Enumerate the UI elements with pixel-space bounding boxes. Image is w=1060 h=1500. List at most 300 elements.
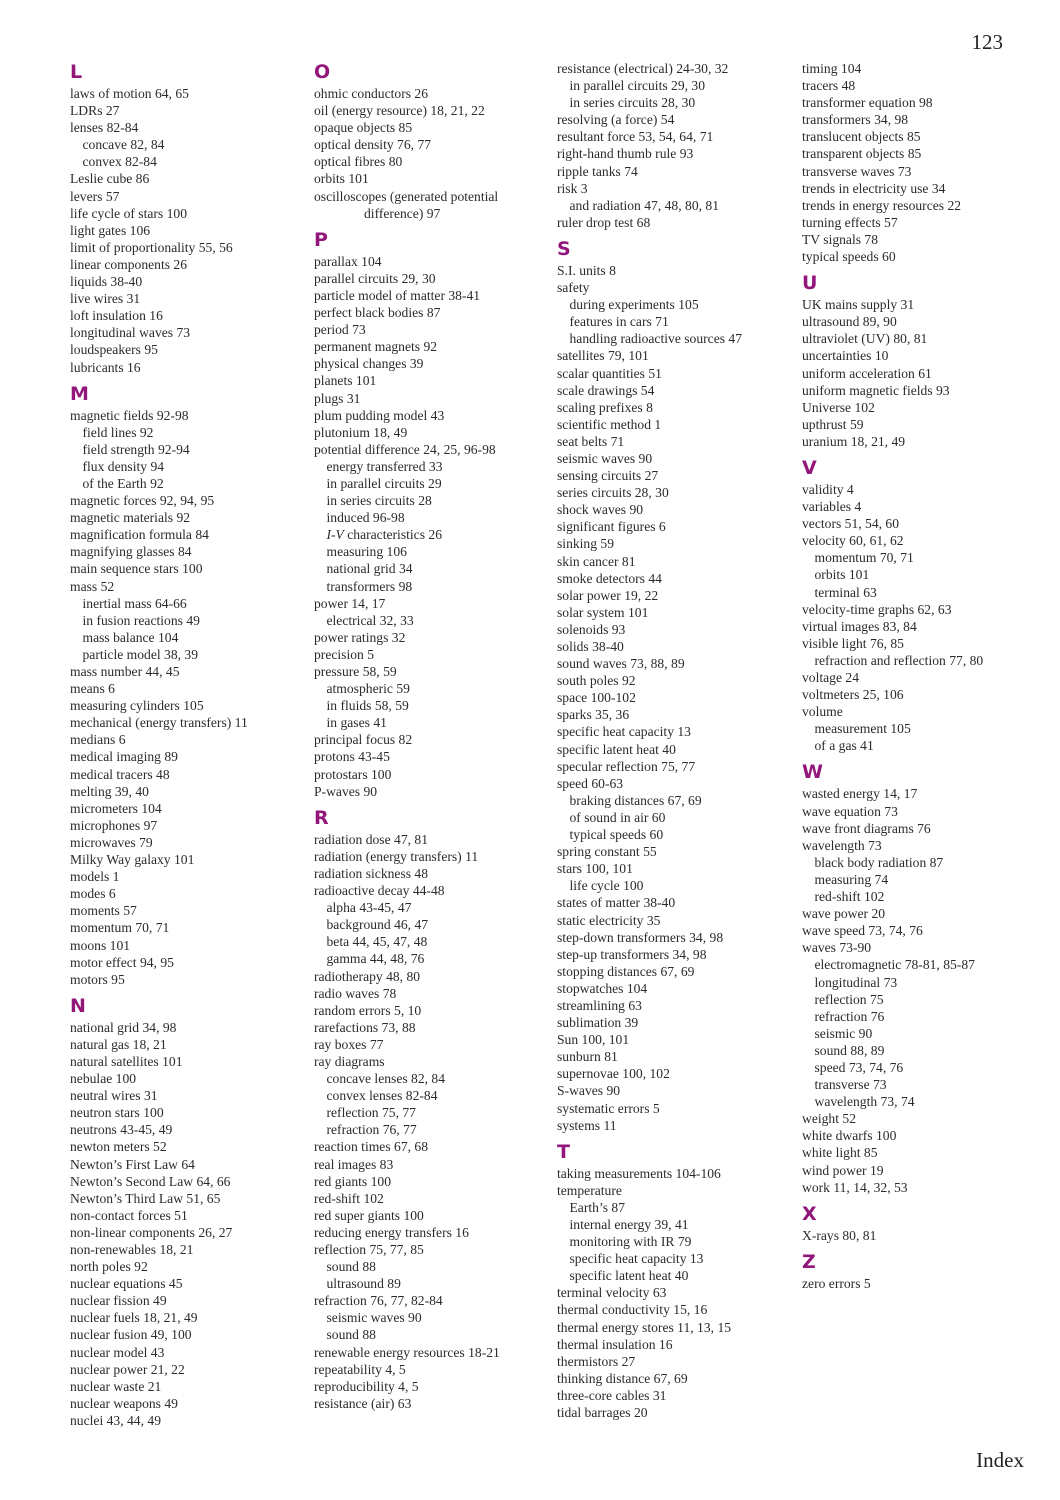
index-section bbox=[802, 1202, 1034, 1244]
index-entry: sound waves 73, 88, 89 bbox=[557, 656, 685, 672]
index-subentry: handling radioactive sources 47 bbox=[569, 331, 743, 347]
index-section bbox=[557, 1140, 789, 1421]
index-entry: motor effect 94, 95 bbox=[70, 954, 174, 970]
index-entry: nuclear equations 45 bbox=[70, 1276, 183, 1292]
index-entry: red-shift 102 bbox=[314, 1190, 384, 1206]
index-entry: optical density 76, 77 bbox=[314, 137, 432, 153]
index-entry: translucent objects 85 bbox=[802, 129, 921, 145]
section-footer-label: Index bbox=[976, 1448, 1024, 1472]
index-subentry: refraction 76 bbox=[814, 1008, 885, 1024]
index-entry: perfect black bodies 87 bbox=[314, 305, 441, 321]
index-entry: oscilloscopes (generated potential bbox=[314, 188, 499, 204]
index-entry: Leslie cube 86 bbox=[70, 171, 150, 187]
index-entry: voltmeters 25, 106 bbox=[802, 687, 904, 703]
index-subentry: seismic waves 90 bbox=[326, 1310, 422, 1326]
index-entry: transverse waves 73 bbox=[802, 163, 912, 179]
index-entry: non-renewables 18, 21 bbox=[70, 1242, 194, 1257]
index-entry: visible light 76, 85 bbox=[802, 635, 904, 651]
index-entry: thermistors 27 bbox=[557, 1353, 636, 1369]
section-letter-heading: V bbox=[802, 456, 817, 479]
index-entry: states of matter 38-40 bbox=[557, 895, 676, 911]
index-entry: protostars 100 bbox=[314, 766, 392, 782]
index-entry: precision 5 bbox=[314, 646, 375, 662]
index-entry: scale drawings 54 bbox=[557, 382, 655, 398]
index-entry: speed 60-63 bbox=[557, 775, 624, 791]
index-entry: S-waves 90 bbox=[557, 1083, 621, 1099]
index-entry: radiation sickness 48 bbox=[314, 865, 429, 881]
index-entry: resistance (air) 63 bbox=[314, 1395, 412, 1411]
index-section bbox=[802, 456, 1034, 755]
index-entry: X-rays 80, 81 bbox=[802, 1227, 877, 1243]
index-subentry: gamma 44, 48, 76 bbox=[326, 951, 425, 967]
index-subentry: during experiments 105 bbox=[569, 297, 699, 313]
index-entry: medical tracers 48 bbox=[70, 766, 170, 782]
section-letter-heading: X bbox=[802, 1202, 817, 1225]
index-subentry: braking distances 67, 69 bbox=[569, 792, 702, 808]
index-entry: P-waves 90 bbox=[314, 783, 378, 799]
index-entry: nebulae 100 bbox=[70, 1071, 137, 1087]
index-subentry: atmospheric 59 bbox=[326, 681, 410, 697]
index-entry: upthrust 59 bbox=[802, 416, 864, 432]
index-entry: magnifying glasses 84 bbox=[70, 544, 192, 560]
index-entry: tidal barrages 20 bbox=[557, 1405, 648, 1421]
index-entry: solids 38-40 bbox=[557, 639, 624, 654]
index-entry: moons 101 bbox=[70, 937, 131, 953]
index-entry: particle model of matter 38-41 bbox=[314, 287, 481, 303]
index-subentry: convex 82-84 bbox=[82, 154, 157, 170]
index-entry: means 6 bbox=[70, 681, 115, 697]
index-subentry: in gases 41 bbox=[326, 715, 387, 731]
index-entry: virtual images 83, 84 bbox=[802, 618, 917, 634]
index-entry: zero errors 5 bbox=[802, 1275, 871, 1291]
index-subentry: national grid 34 bbox=[326, 561, 413, 577]
index-section bbox=[802, 271, 1034, 450]
index-entry: ultraviolet (UV) 80, 81 bbox=[802, 331, 928, 347]
index-entry: systems 11 bbox=[557, 1117, 617, 1133]
index-entry: loudspeakers 95 bbox=[70, 342, 158, 358]
index-entry: trends in electricity use 34 bbox=[802, 180, 946, 196]
index-entry: spring constant 55 bbox=[557, 844, 657, 860]
index-entry: north poles 92 bbox=[70, 1259, 148, 1275]
index-subentry: alpha 43-45, 47 bbox=[326, 900, 412, 916]
index-entry: refraction 76, 77, 82-84 bbox=[314, 1293, 443, 1309]
index-entry: thermal energy stores 11, 13, 15 bbox=[557, 1319, 732, 1335]
index-entry: micrometers 104 bbox=[70, 800, 162, 816]
index-entry: taking measurements 104-106 bbox=[557, 1165, 721, 1181]
index-section bbox=[70, 994, 302, 1429]
index-column-3 bbox=[557, 60, 789, 1421]
index-entry: seismic waves 90 bbox=[557, 450, 653, 466]
section-letter-heading: R bbox=[314, 806, 329, 829]
index-section bbox=[802, 760, 1034, 1195]
index-entry: ruler drop test 68 bbox=[557, 214, 651, 230]
index-subentry: of the Earth 92 bbox=[82, 475, 164, 491]
index-subentry: of sound in air 60 bbox=[569, 809, 666, 825]
index-entry: permanent magnets 92 bbox=[314, 339, 438, 355]
index-subentry: red-shift 102 bbox=[814, 889, 885, 905]
index-entry: turning effects 57 bbox=[802, 214, 898, 230]
index-entry: sensing circuits 27 bbox=[557, 468, 659, 484]
index-entry: uncertainties 10 bbox=[802, 348, 889, 364]
index-subentry: particle model 38, 39 bbox=[82, 646, 199, 662]
index-entry: red super giants 100 bbox=[314, 1207, 424, 1223]
index-entry: magnification formula 84 bbox=[70, 527, 209, 543]
index-entry: nuclear weapons 49 bbox=[70, 1395, 178, 1411]
index-entry: sublimation 39 bbox=[557, 1015, 639, 1031]
index-subentry: energy transferred 33 bbox=[326, 458, 443, 474]
section-letter-heading: T bbox=[557, 1140, 570, 1163]
index-entry: uranium 18, 21, 49 bbox=[802, 433, 906, 449]
index-entry: Sun 100, 101 bbox=[557, 1032, 630, 1048]
index-entry: reflection 75, 77, 85 bbox=[314, 1242, 424, 1257]
index-entry: scaling prefixes 8 bbox=[557, 399, 653, 415]
index-entry: models 1 bbox=[70, 869, 120, 885]
index-entry: space 100-102 bbox=[557, 690, 636, 706]
index-entry: significant figures 6 bbox=[557, 519, 666, 535]
index-subentry: Earth’s 87 bbox=[569, 1199, 625, 1215]
index-subentry: in parallel circuits 29 bbox=[326, 475, 442, 491]
index-entry: TV signals 78 bbox=[802, 231, 879, 247]
index-entry: step-down transformers 34, 98 bbox=[557, 929, 724, 945]
index-entry: supernovae 100, 102 bbox=[557, 1066, 670, 1082]
section-letter-heading: M bbox=[70, 382, 89, 405]
index-entry: neutral wires 31 bbox=[70, 1088, 158, 1104]
index-section bbox=[314, 228, 546, 800]
index-entry: main sequence stars 100 bbox=[70, 561, 203, 577]
index-section bbox=[557, 60, 789, 231]
index-subentry: momentum 70, 71 bbox=[814, 550, 914, 566]
index-entry: sunburn 81 bbox=[557, 1049, 618, 1065]
index-entry: Newton’s First Law 64 bbox=[70, 1156, 195, 1172]
page-number: 123 bbox=[971, 30, 1003, 54]
index-entry: red giants 100 bbox=[314, 1173, 392, 1189]
index-entry: reproducibility 4, 5 bbox=[314, 1378, 419, 1394]
index-entry: live wires 31 bbox=[70, 291, 141, 307]
index-entry: satellites 79, 101 bbox=[557, 348, 649, 364]
index-subentry: of a gas 41 bbox=[814, 738, 874, 754]
index-entry: thermal insulation 16 bbox=[557, 1336, 673, 1352]
index-subentry: concave lenses 82, 84 bbox=[326, 1071, 446, 1087]
index-subentry: life cycle 100 bbox=[569, 878, 644, 894]
index-entry: radioactive decay 44-48 bbox=[314, 883, 445, 899]
index-entry: neutrons 43-45, 49 bbox=[70, 1122, 173, 1138]
index-entry: mass 52 bbox=[70, 578, 115, 594]
index-subentry: measuring 106 bbox=[326, 544, 407, 560]
index-entry: parallax 104 bbox=[314, 253, 382, 269]
index-entry: LDRs 27 bbox=[70, 103, 120, 119]
index-entry: pressure 58, 59 bbox=[314, 664, 397, 679]
index-entry: protons 43-45 bbox=[314, 749, 390, 765]
index-entry: velocity 60, 61, 62 bbox=[802, 533, 904, 549]
index-subentry: specific latent heat 40 bbox=[569, 1268, 689, 1284]
index-subentry: longitudinal 73 bbox=[814, 974, 898, 990]
index-entry: reducing energy transfers 16 bbox=[314, 1224, 469, 1240]
index-entry: levers 57 bbox=[70, 188, 120, 204]
index-subentry: in series circuits 28, 30 bbox=[569, 95, 696, 111]
index-entry: trends in energy resources 22 bbox=[802, 197, 962, 213]
index-entry: period 73 bbox=[314, 322, 366, 338]
index-entry: streamlining 63 bbox=[557, 997, 642, 1013]
index-entry: power ratings 32 bbox=[314, 629, 406, 645]
index-entry: timing 104 bbox=[802, 61, 862, 76]
index-entry: medians 6 bbox=[70, 732, 126, 748]
index-entry: magnetic materials 92 bbox=[70, 510, 191, 526]
index-entry: resultant force 53, 54, 64, 71 bbox=[557, 129, 714, 145]
index-subentry: in series circuits 28 bbox=[326, 493, 432, 509]
index-entry: specific latent heat 40 bbox=[557, 741, 676, 757]
index-subentry: seismic 90 bbox=[814, 1025, 873, 1041]
index-subentry: transverse 73 bbox=[814, 1077, 887, 1093]
index-entry: medical imaging 89 bbox=[70, 749, 178, 765]
index-entry: ultrasound 89, 90 bbox=[802, 314, 897, 330]
index-subentry: electromagnetic 78-81, 85-87 bbox=[814, 957, 975, 973]
index-entry: real images 83 bbox=[314, 1156, 394, 1172]
index-entry: measuring cylinders 105 bbox=[70, 698, 204, 714]
index-subentry: monitoring with IR 79 bbox=[569, 1234, 692, 1250]
index-entry: terminal velocity 63 bbox=[557, 1285, 667, 1301]
index-entry: lubricants 16 bbox=[70, 359, 141, 375]
index-subentry: internal energy 39, 41 bbox=[569, 1217, 689, 1232]
index-entry: validity 4 bbox=[802, 481, 854, 497]
index-entry: wind power 19 bbox=[802, 1162, 884, 1178]
index-subentry: sound 88 bbox=[326, 1259, 376, 1275]
index-subentry: refraction 76, 77 bbox=[326, 1122, 417, 1138]
index-entry: wave front diagrams 76 bbox=[802, 820, 931, 836]
index-subentry: electrical 32, 33 bbox=[326, 612, 414, 628]
index-entry: microwaves 79 bbox=[70, 834, 153, 850]
index-entry: stars 100, 101 bbox=[557, 861, 633, 877]
index-entry: Newton’s Third Law 51, 65 bbox=[70, 1190, 221, 1206]
index-subentry: in fluids 58, 59 bbox=[326, 698, 409, 714]
index-entry: moments 57 bbox=[70, 903, 137, 919]
index-subentry: typical speeds 60 bbox=[569, 827, 664, 843]
index-subentry: measuring 74 bbox=[814, 871, 889, 887]
index-entry: waves 73-90 bbox=[802, 940, 872, 956]
index-entry: risk 3 bbox=[557, 180, 588, 196]
index-entry: seat belts 71 bbox=[557, 433, 625, 449]
index-entry: microphones 97 bbox=[70, 817, 158, 833]
index-entry: radio waves 78 bbox=[314, 985, 397, 1001]
index-entry: systematic errors 5 bbox=[557, 1100, 660, 1116]
index-entry: modes 6 bbox=[70, 886, 116, 902]
index-column-1 bbox=[70, 60, 302, 1429]
index-subentry: inertial mass 64-66 bbox=[82, 595, 187, 611]
index-subentry: terminal 63 bbox=[814, 584, 877, 600]
index-entry: typical speeds 60 bbox=[802, 249, 896, 265]
index-subentry: field lines 92 bbox=[82, 424, 154, 440]
index-entry: linear components 26 bbox=[70, 256, 188, 272]
index-subentry: field strength 92-94 bbox=[82, 441, 190, 457]
index-entry: static electricity 35 bbox=[557, 912, 661, 928]
index-entry: volume bbox=[802, 704, 843, 720]
index-subentry: flux density 94 bbox=[82, 458, 165, 474]
index-entry: nuclear fuels 18, 21, 49 bbox=[70, 1310, 198, 1326]
index-entry: step-up transformers 34, 98 bbox=[557, 946, 707, 962]
index-entry: natural satellites 101 bbox=[70, 1053, 183, 1069]
index-subentry: difference) 97 bbox=[364, 205, 441, 221]
index-entry: wave equation 73 bbox=[802, 803, 898, 819]
index-entry: longitudinal waves 73 bbox=[70, 325, 191, 341]
index-entry: Milky Way galaxy 101 bbox=[70, 852, 195, 868]
index-entry: nuclear waste 21 bbox=[70, 1378, 162, 1394]
index-subentry: I-V characteristics 26 bbox=[326, 527, 442, 543]
index-entry: national grid 34, 98 bbox=[70, 1019, 177, 1035]
index-entry: magnetic forces 92, 94, 95 bbox=[70, 493, 215, 509]
index-entry: mechanical (energy transfers) 11 bbox=[70, 715, 248, 731]
index-entry: temperature bbox=[557, 1182, 622, 1198]
index-subentry: background 46, 47 bbox=[326, 917, 429, 933]
index-entry: newton meters 52 bbox=[70, 1139, 167, 1155]
index-section bbox=[314, 60, 546, 222]
index-entry: UK mains supply 31 bbox=[802, 297, 915, 313]
index-entry: south poles 92 bbox=[557, 673, 636, 689]
index-entry: ripple tanks 74 bbox=[557, 163, 638, 179]
index-subentry: refraction and reflection 77, 80 bbox=[814, 652, 984, 668]
index-entry: transformers 34, 98 bbox=[802, 112, 909, 128]
index-entry: Universe 102 bbox=[802, 399, 875, 415]
index-section bbox=[802, 1250, 1034, 1292]
index-subentry: measurement 105 bbox=[814, 721, 911, 737]
index-entry: right-hand thumb rule 93 bbox=[557, 146, 694, 162]
index-entry: loft insulation 16 bbox=[70, 308, 163, 324]
index-entry: transformer equation 98 bbox=[802, 95, 933, 111]
index-subentry: wavelength 73, 74 bbox=[814, 1094, 915, 1110]
index-subentry: orbits 101 bbox=[814, 567, 870, 583]
index-subentry: in parallel circuits 29, 30 bbox=[569, 78, 706, 94]
index-entry: specular reflection 75, 77 bbox=[557, 758, 696, 774]
index-entry: limit of proportionality 55, 56 bbox=[70, 239, 233, 255]
index-entry: ray diagrams bbox=[314, 1053, 385, 1069]
index-entry: ohmic conductors 26 bbox=[314, 86, 429, 101]
index-entry: uniform acceleration 61 bbox=[802, 365, 932, 381]
index-subentry: reflection 75 bbox=[814, 991, 884, 1007]
index-entry: ray boxes 77 bbox=[314, 1036, 384, 1052]
index-entry: orbits 101 bbox=[314, 171, 369, 187]
index-entry: vectors 51, 54, 60 bbox=[802, 516, 900, 532]
index-entry: lenses 82-84 bbox=[70, 120, 139, 136]
section-letter-heading: W bbox=[802, 761, 823, 784]
section-letter-heading: S bbox=[557, 237, 571, 260]
section-letter-heading: P bbox=[314, 228, 328, 251]
index-entry: renewable energy resources 18-21 bbox=[314, 1344, 500, 1360]
index-entry: principal focus 82 bbox=[314, 732, 413, 748]
index-entry: melting 39, 40 bbox=[70, 783, 149, 799]
index-section bbox=[70, 382, 302, 988]
index-entry: stopping distances 67, 69 bbox=[557, 963, 695, 979]
index-entry: plum pudding model 43 bbox=[314, 407, 445, 423]
index-entry: light gates 106 bbox=[70, 222, 151, 238]
index-column-4 bbox=[802, 60, 1034, 1292]
index-section bbox=[70, 60, 302, 376]
index-entry: wasted energy 14, 17 bbox=[802, 786, 918, 802]
index-entry: radiotherapy 48, 80 bbox=[314, 968, 421, 984]
index-subentry: induced 96-98 bbox=[326, 510, 405, 526]
index-subentry: concave 82, 84 bbox=[82, 137, 165, 153]
index-column-2 bbox=[314, 60, 546, 1412]
index-subentry: transformers 98 bbox=[326, 578, 413, 594]
index-entry: skin cancer 81 bbox=[557, 553, 636, 569]
index-subentry: reflection 75, 77 bbox=[326, 1105, 416, 1121]
index-entry: S.I. units 8 bbox=[557, 262, 616, 278]
index-entry: variables 4 bbox=[802, 499, 862, 515]
index-entry: sinking 59 bbox=[557, 536, 615, 552]
index-entry: stopwatches 104 bbox=[557, 980, 648, 996]
index-entry: thermal conductivity 15, 16 bbox=[557, 1302, 708, 1318]
section-letter-heading: L bbox=[70, 61, 83, 83]
index-entry: planets 101 bbox=[314, 373, 377, 389]
index-entry: wavelength 73 bbox=[802, 837, 882, 853]
index-entry: nuclear model 43 bbox=[70, 1344, 165, 1360]
index-entry: reaction times 67, 68 bbox=[314, 1139, 429, 1155]
index-entry: transparent objects 85 bbox=[802, 146, 922, 162]
index-entry: resolving (a force) 54 bbox=[557, 112, 675, 128]
index-entry: thinking distance 67, 69 bbox=[557, 1370, 688, 1386]
index-entry: tracers 48 bbox=[802, 78, 856, 94]
section-letter-heading: Z bbox=[802, 1250, 816, 1273]
index-entry: specific heat capacity 13 bbox=[557, 724, 691, 740]
index-entry: oil (energy resource) 18, 21, 22 bbox=[314, 103, 485, 119]
index-entry: life cycle of stars 100 bbox=[70, 205, 188, 221]
index-subentry: specific heat capacity 13 bbox=[569, 1251, 704, 1267]
index-entry: nuclear fusion 49, 100 bbox=[70, 1327, 192, 1343]
index-entry: nuclear fission 49 bbox=[70, 1293, 167, 1309]
index-entry: velocity-time graphs 62, 63 bbox=[802, 601, 952, 617]
index-subentry: in fusion reactions 49 bbox=[82, 612, 200, 628]
index-entry: sparks 35, 36 bbox=[557, 707, 630, 723]
index-entry: repeatability 4, 5 bbox=[314, 1361, 406, 1377]
index-entry: solar power 19, 22 bbox=[557, 587, 659, 603]
index-entry: liquids 38-40 bbox=[70, 274, 143, 290]
index-section bbox=[802, 60, 1034, 265]
index-entry: optical fibres 80 bbox=[314, 154, 403, 170]
index-entry: smoke detectors 44 bbox=[557, 570, 662, 586]
section-letter-heading: O bbox=[314, 61, 331, 83]
index-subentry: beta 44, 45, 47, 48 bbox=[326, 934, 428, 950]
index-subentry: mass balance 104 bbox=[82, 629, 179, 645]
index-entry: nuclear power 21, 22 bbox=[70, 1361, 185, 1377]
index-entry: scalar quantities 51 bbox=[557, 365, 662, 381]
index-subentry: and radiation 47, 48, 80, 81 bbox=[569, 197, 720, 213]
index-entry: shock waves 90 bbox=[557, 502, 644, 518]
index-entry: parallel circuits 29, 30 bbox=[314, 270, 436, 286]
index-section bbox=[314, 806, 546, 1412]
index-subentry: convex lenses 82-84 bbox=[326, 1088, 438, 1104]
index-section bbox=[557, 237, 789, 1134]
index-subentry: ultrasound 89 bbox=[326, 1276, 401, 1292]
index-entry: white dwarfs 100 bbox=[802, 1128, 897, 1144]
index-entry: voltage 24 bbox=[802, 670, 860, 685]
index-entry: magnetic fields 92-98 bbox=[70, 407, 189, 423]
index-entry: work 11, 14, 32, 53 bbox=[802, 1179, 908, 1195]
index-entry: solenoids 93 bbox=[557, 621, 626, 637]
index-entry: non-contact forces 51 bbox=[70, 1207, 188, 1223]
index-entry: safety bbox=[557, 280, 590, 296]
index-entry: wave power 20 bbox=[802, 906, 886, 922]
index-entry: non-linear components 26, 27 bbox=[70, 1224, 233, 1240]
section-letter-heading: N bbox=[70, 994, 86, 1017]
index-entry: momentum 70, 71 bbox=[70, 920, 170, 936]
index-entry: rarefactions 73, 88 bbox=[314, 1019, 416, 1035]
index-entry: neutron stars 100 bbox=[70, 1105, 164, 1121]
index-entry: solar system 101 bbox=[557, 604, 649, 620]
index-entry: physical changes 39 bbox=[314, 356, 424, 372]
index-entry: mass number 44, 45 bbox=[70, 664, 180, 679]
index-entry: uniform magnetic fields 93 bbox=[802, 382, 950, 398]
index-entry: motors 95 bbox=[70, 971, 125, 987]
index-entry: power 14, 17 bbox=[314, 595, 386, 611]
index-entry: random errors 5, 10 bbox=[314, 1002, 422, 1018]
index-entry: weight 52 bbox=[802, 1111, 856, 1127]
